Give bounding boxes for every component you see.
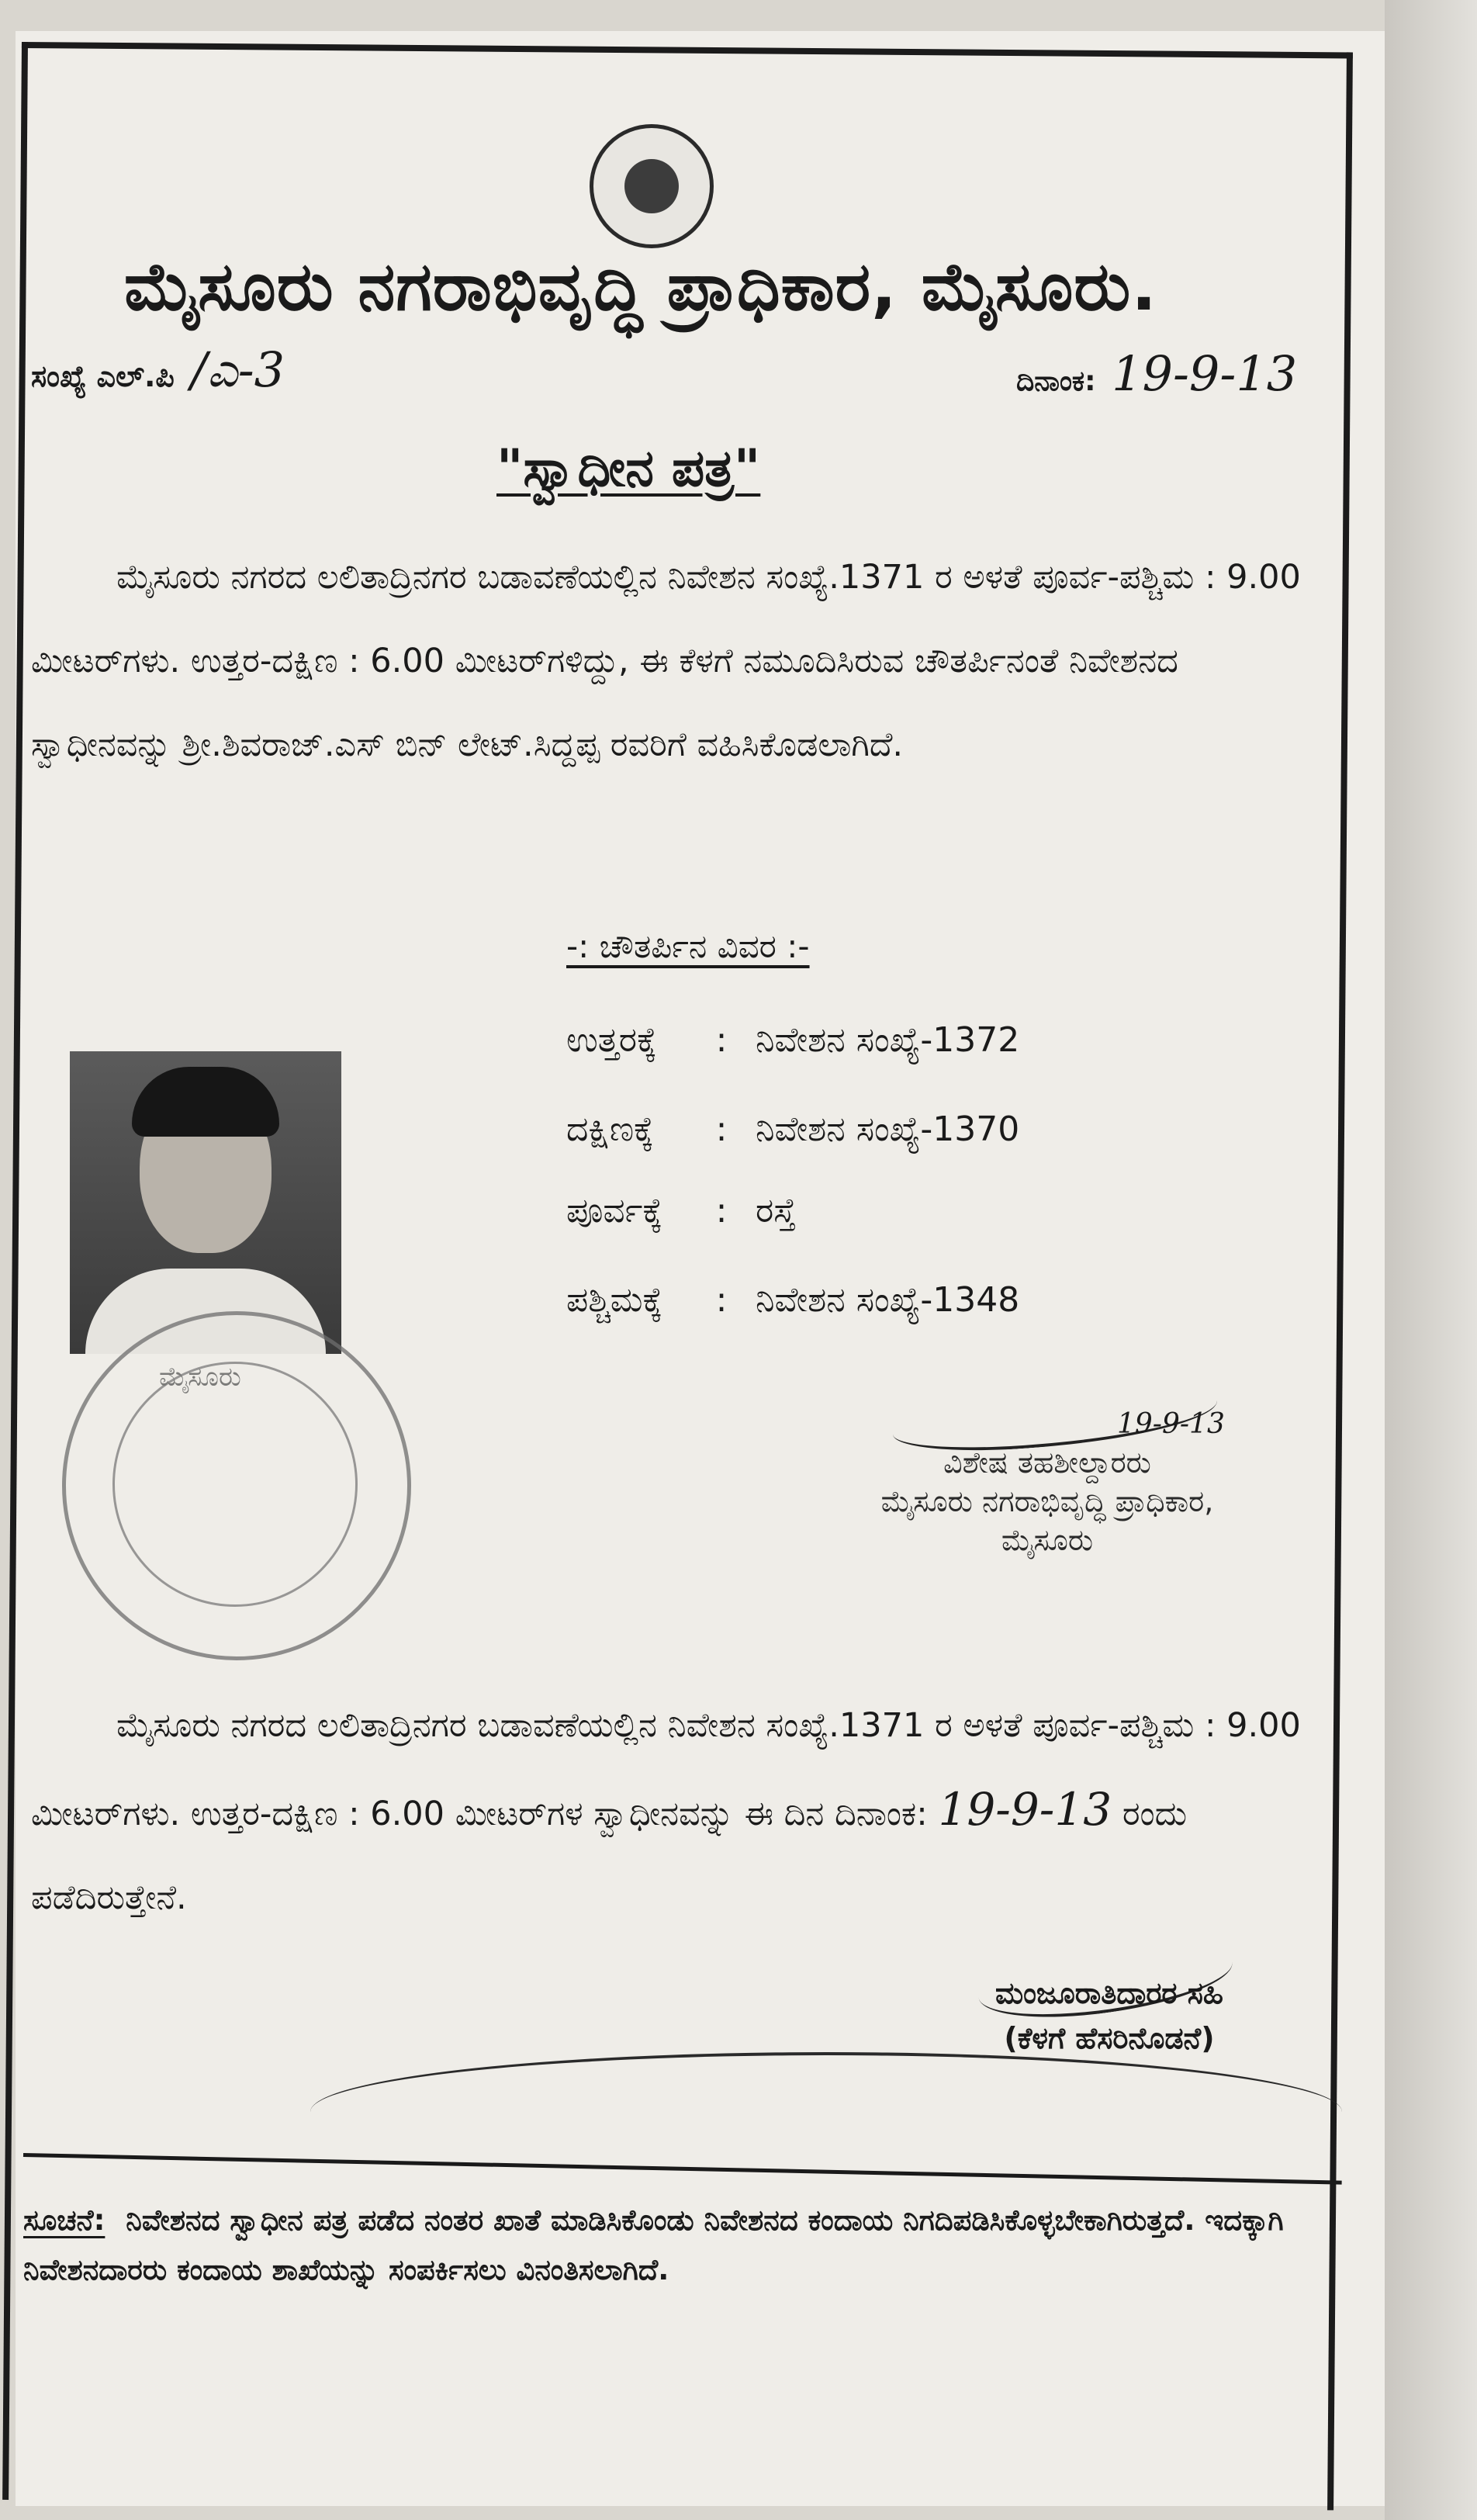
schedule-key: ದಕ್ಷಿಣಕ್ಕೆ	[566, 1109, 654, 1149]
schedule-row-south: ದಕ್ಷಿಣಕ್ಕೆ : ನಿವೇಶನ ಸಂಖ್ಯೆ-1370	[566, 1109, 1020, 1149]
issue-date-label: ದಿನಾಂಕ:	[1016, 365, 1096, 397]
officer-line-2: ಮೈಸೂರು ನಗರಾಭಿವೃದ್ಧಿ ಪ್ರಾಧಿಕಾರ,	[880, 1484, 1214, 1518]
schedule-value: ರಸ್ತೆ	[756, 1191, 797, 1231]
stamp-inner-ring	[112, 1362, 358, 1607]
photo-hair	[132, 1067, 279, 1137]
authority-title: ಮೈಸೂರು ನಗರಾಭಿವೃದ್ಧಿ ಪ್ರಾಧಿಕಾರ, ಮೈಸೂರು.	[124, 248, 1157, 326]
schedule-key: ಪೂರ್ವಕ್ಕೆ	[566, 1191, 663, 1231]
issue-date	[1016, 345, 1297, 402]
reference-value: /ಎ-3	[191, 341, 285, 398]
document-subtitle: "ಸ್ವಾಧೀನ ಪತ್ರ"	[496, 438, 761, 498]
schedule-value: ನಿವೇಶನ ಸಂಖ್ಯೆ-1348	[756, 1280, 1020, 1320]
note-text: ನಿವೇಶನದ ಸ್ವಾಧೀನ ಪತ್ರ ಪಡೆದ ನಂತರ ಖಾತೆ ಮಾಡಿಸಿಕೊಂಡು ನಿವೇಶನದ ಕಂದಾಯ ನಿಗದಿಪಡಿಸಿಕೊಳ್ಳಬೇಕಾಗಿರುತ್ತದೆ. ಇದಕ್ಕಾಗಿ ನಿವೇಶನದಾರರು ಕಂದಾಯ ಶಾಖೆಯನ್ನು ಸಂಪರ್ಕಿಸಲು ವಿನಂತಿಸಲಾಗಿದೆ.	[23, 2203, 1284, 2286]
schedule-value: ನಿವೇಶನ ಸಂಖ್ಯೆ-1370	[756, 1109, 1020, 1149]
round-stamp	[62, 1311, 411, 1660]
receiver-line-1: ಮಂಜೂರಾತಿದಾರರ ಸಹಿ	[994, 1976, 1224, 2010]
decorative-curve	[310, 2052, 1342, 2172]
footer-note	[23, 2196, 1327, 2295]
issue-date-value: 19-9-13	[1112, 345, 1298, 402]
ack-date: 19-9-13	[938, 1783, 1112, 1836]
reference-number	[31, 341, 285, 399]
officer-line-1: ವಿಶೇಷ ತಹಶೀಲ್ದಾರರು	[943, 1445, 1151, 1480]
schedule-row-north: ಉತ್ತರಕ್ಕೆ : ನಿವೇಶನ ಸಂಖ್ಯೆ-1372	[566, 1020, 1020, 1060]
ack-text-end: ರಂದು ಪಡೆದಿರುತ್ತೇನೆ.	[31, 1795, 1188, 1917]
possession-paragraph: ಮೈಸೂರು ನಗರದ ಲಲಿತಾದ್ರಿನಗರ ಬಡಾವಣೆಯಲ್ಲಿನ ನಿವೇಶನ ಸಂಖ್ಯೆ.1371 ರ ಅಳತೆ ಪೂರ್ವ-ಪಶ್ಚಿಮ : 9.00 ಮೀಟರ್‌ಗಳು. ಉತ್ತರ-ದಕ್ಷಿಣ : 6.00 ಮೀಟರ್‌ಗಳಿದ್ದು, ಈ ಕೆಳಗೆ ನಮೂದಿಸಿರುವ ಚೌತರ್ಪಿನಂತೆ ನಿವೇಶನದ ಸ್ವಾಧೀನವನ್ನು ಶ್ರೀ.ಶಿವರಾಜ್.ಎಸ್ ಬಿನ್ ಲೇಟ್.ಸಿದ್ದಪ್ಪ ರವರಿಗೆ ವಹಿಸಿಕೊಡಲಾಗಿದೆ.	[31, 558, 1301, 764]
ack-text: ಮೈಸೂರು ನಗರದ ಲಲಿತಾದ್ರಿನಗರ ಬಡಾವಣೆಯಲ್ಲಿನ ನಿವೇಶನ ಸಂಖ್ಯೆ.1371 ರ ಅಳತೆ ಪೂರ್ವ-ಪಶ್ಚಿಮ : 9.00 ಮೀಟರ್‌ಗಳು. ಉತ್ತರ-ದಕ್ಷಿಣ : 6.00 ಮೀಟರ್‌ಗಳ ಸ್ವಾಧೀನವನ್ನು ಈ ದಿನ ದಿನಾಂಕ:	[31, 1706, 1301, 1833]
schedule-key: ಪಶ್ಚಿಮಕ್ಕೆ	[566, 1280, 663, 1320]
stamp-label: ಮೈಸೂರು	[159, 1362, 241, 1393]
note-label: ಸೂಚನೆ:	[23, 2203, 106, 2237]
schedule-value: ನಿವೇಶನ ಸಂಖ್ಯೆ-1372	[756, 1020, 1020, 1060]
officer-line-3: ಮೈಸೂರು	[1001, 1523, 1094, 1557]
receiver-block	[931, 1971, 1288, 2061]
acknowledgement-paragraph	[31, 1684, 1303, 1940]
officer-designation	[799, 1397, 1295, 1559]
receiver-line-2: (ಕೆಳಗೆ ಹೆಸರಿನೊಡನೆ)	[1004, 2021, 1215, 2055]
emblem-seal	[590, 124, 714, 248]
schedule-title: -: ಚೌತರ್ಪಿನ ವಿವರ :-	[566, 927, 810, 965]
schedule-row-west: ಪಶ್ಚಿಮಕ್ಕೆ : ನಿವೇಶನ ಸಂಖ್ಯೆ-1348	[566, 1280, 1020, 1320]
holder-photo	[70, 1051, 341, 1354]
emblem-center	[624, 159, 679, 213]
schedule-key: ಉತ್ತರಕ್ಕೆ	[566, 1020, 657, 1060]
schedule-row-east: ಪೂರ್ವಕ್ಕೆ : ರಸ್ತೆ	[566, 1191, 797, 1231]
officer-sign-date: 19-9-13	[1117, 1408, 1225, 1440]
reference-label: ಸಂಖ್ಯೆ ಎಲ್.ಪಿ	[31, 359, 175, 393]
page-edge	[1385, 0, 1477, 2520]
